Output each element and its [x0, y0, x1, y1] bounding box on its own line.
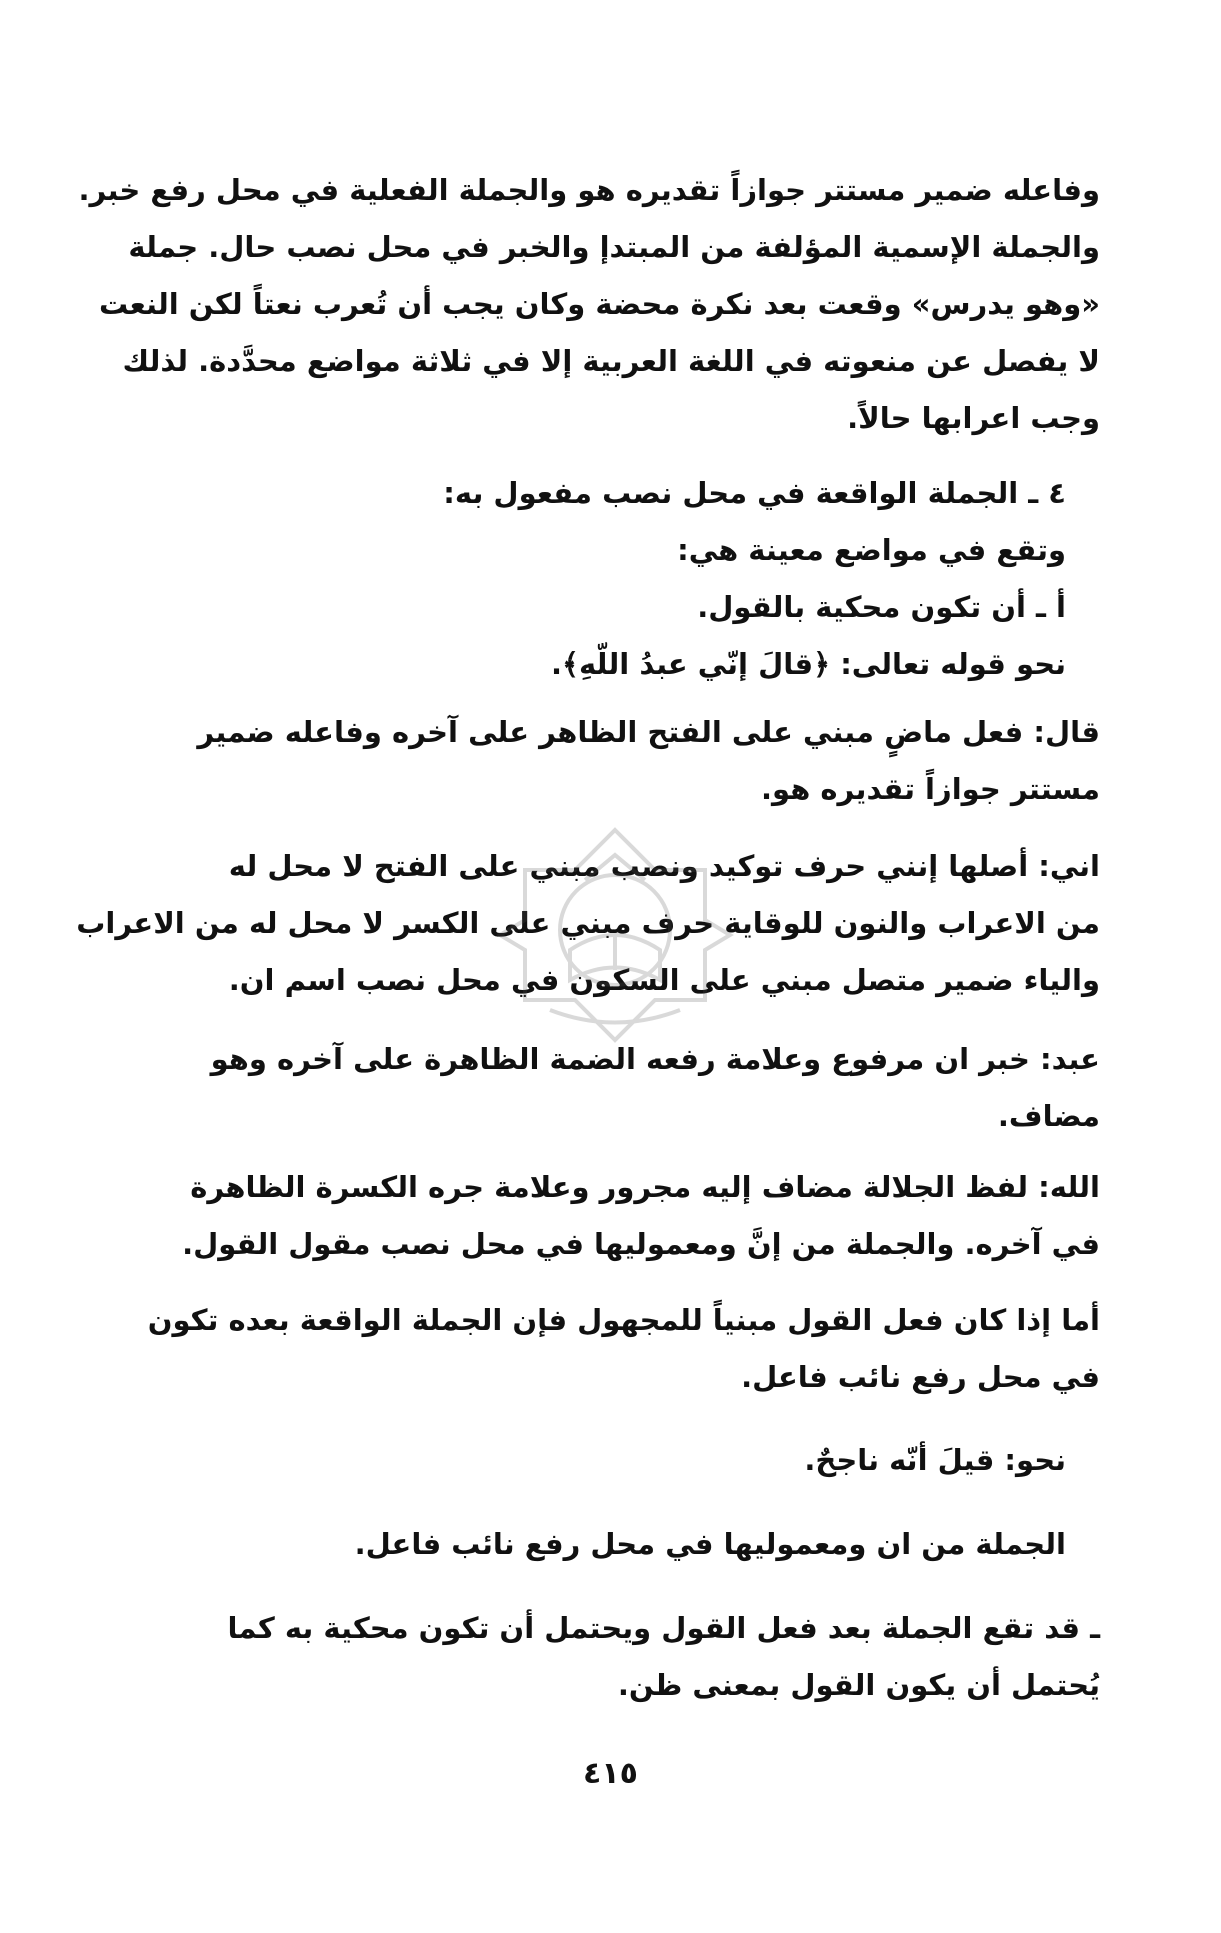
- text-line: قال: فعل ماضٍ مبني على الفتح الظاهر على آخره وفاعله ضمير: [197, 715, 1100, 749]
- text-line: وتقع في مواضع معينة هي:: [677, 533, 1066, 567]
- text-line: «وهو يدرس» وقعت بعد نكرة محضة وكان يجب أن تُعرب نعتاً لكن النعت: [98, 287, 1100, 321]
- text-line: في محل رفع نائب فاعل.: [741, 1360, 1100, 1394]
- text-line: وفاعله ضمير مستتر جوازاً تقديره هو والجملة الفعلية في محل رفع خبر.: [78, 173, 1100, 207]
- text-line: الله: لفظ الجلالة مضاف إليه مجرور وعلامة جره الكسرة الظاهرة: [190, 1170, 1100, 1204]
- text-line: في آخره. والجملة من إنَّ ومعموليها في محل نصب مقول القول.: [182, 1227, 1100, 1261]
- text-line: وجب اعرابها حالاً.: [847, 401, 1100, 435]
- text-line: من الاعراب والنون للوقاية حرف مبني على الكسر لا محل له من الاعراب: [76, 906, 1100, 940]
- text-line: والياء ضمير متصل مبني على السكون في محل نصب اسم ان.: [228, 963, 1100, 997]
- paragraph-3: [160, 704, 1100, 818]
- text-line: نحو: قيلَ أنّه ناجحٌ.: [804, 1443, 1066, 1477]
- text-line: نحو قوله تعالى: ﴿قالَ إنّي عبدُ اللّهِ﴾.: [550, 647, 1066, 681]
- text-line: ٤ ـ الجملة الواقعة في محل نصب مفعول به:: [443, 476, 1066, 510]
- paragraph-10: [160, 1600, 1100, 1714]
- text-line: ـ قد تقع الجملة بعد فعل القول ويحتمل أن تكون محكية به كما: [227, 1611, 1100, 1645]
- text-line: لا يفصل عن منعوته في اللغة العربية إلا في ثلاثة مواضع محدَّدة. لذلك: [122, 344, 1100, 378]
- paragraph-7: [147, 1292, 1100, 1406]
- page-number: ٤١٥: [583, 1756, 638, 1791]
- text-line: والجملة الإسمية المؤلفة من المبتدإ والخبر في محل نصب حال. جملة: [128, 230, 1100, 264]
- seal-watermark-icon: [490, 810, 740, 1060]
- paragraph-6: [160, 1159, 1100, 1273]
- text-line: أ ـ أن تكون محكية بالقول.: [697, 590, 1066, 624]
- paragraph-9: [160, 1516, 1066, 1573]
- paragraph-8: [160, 1432, 1066, 1489]
- text-line: الجملة من ان ومعموليها في محل رفع نائب فاعل.: [354, 1527, 1066, 1561]
- text-line: عبد: خبر ان مرفوع وعلامة رفعه الضمة الظاهرة على آخره وهو: [210, 1042, 1100, 1076]
- text-line: اني: أصلها إنني حرف توكيد ونصب مبني على الفتح لا محل له: [228, 849, 1100, 883]
- text-line: يُحتمل أن يكون القول بمعنى ظن.: [617, 1668, 1100, 1702]
- text-line: مضاف.: [997, 1099, 1100, 1133]
- paragraph-2: [160, 465, 1066, 693]
- text-line: مستتر جوازاً تقديره هو.: [761, 772, 1100, 806]
- text-line: أما إذا كان فعل القول مبنياً للمجهول فإن الجملة الواقعة بعده تكون: [147, 1303, 1100, 1337]
- paragraph-1: [78, 162, 1100, 447]
